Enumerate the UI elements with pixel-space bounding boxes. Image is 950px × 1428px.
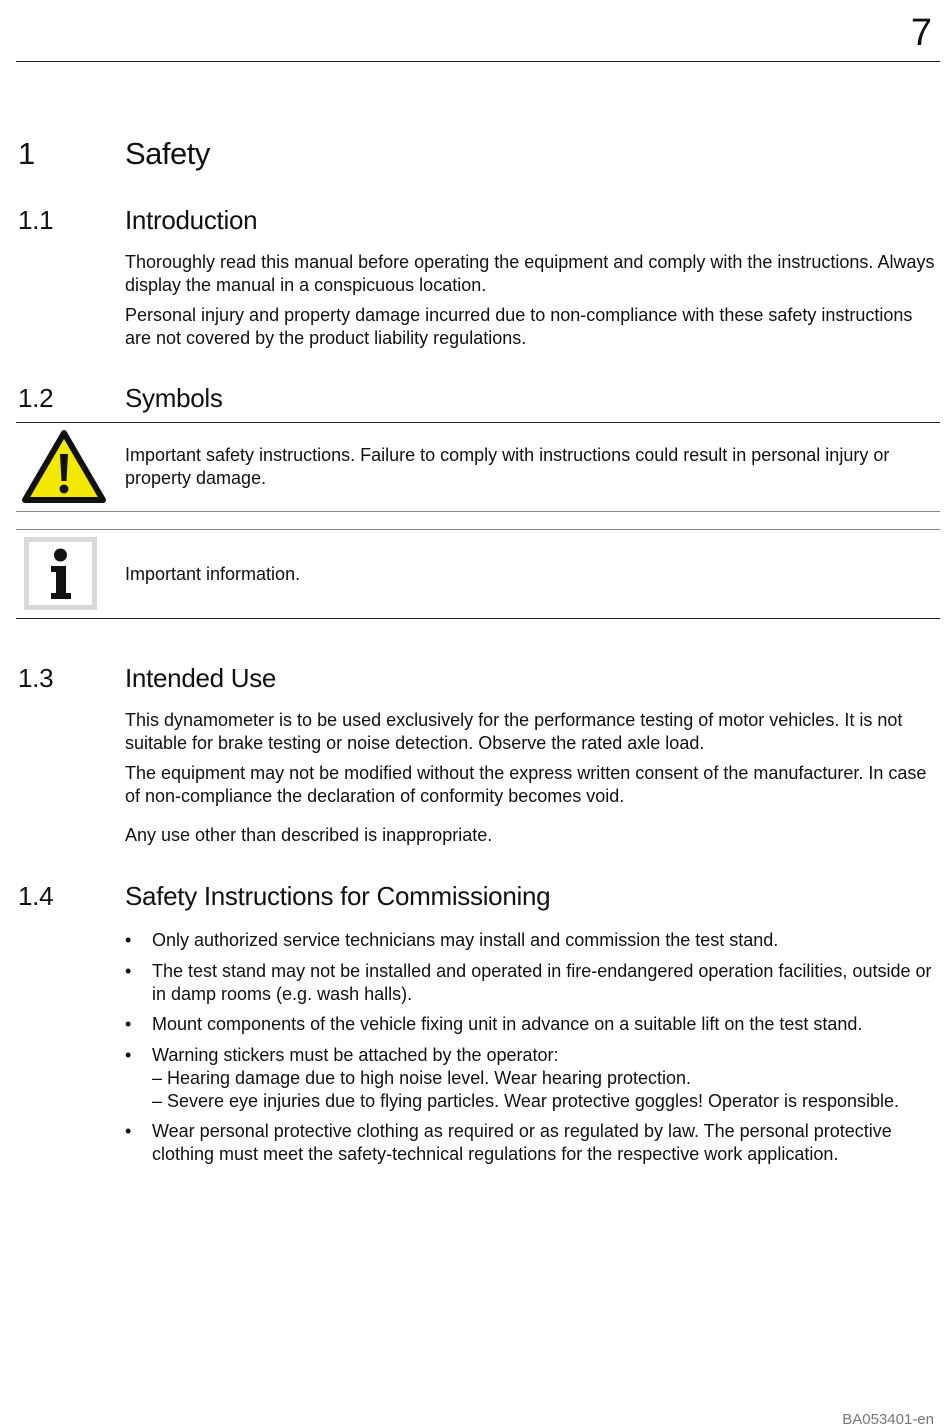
bullet-marker: •	[125, 960, 132, 981]
page-number: 7	[910, 12, 932, 54]
intro-paragraph: Thoroughly read this manual before operating the equipment and comply with the instructions. Always display the manual in a conspicuous location.	[125, 252, 935, 295]
symbols-divider	[16, 529, 940, 530]
section-number: 1.1	[18, 205, 54, 235]
symbols-bottom-rule	[16, 618, 940, 619]
warning-triangle-icon	[22, 430, 106, 504]
commissioning-bullet-list	[125, 929, 935, 1174]
section-number: 1.2	[18, 383, 54, 413]
section-title: Intended Use	[125, 663, 277, 693]
list-item	[125, 1013, 935, 1036]
section-number: 1.4	[18, 881, 54, 911]
intended-use-paragraph: Any use other than described is inappropriate.	[125, 825, 493, 845]
header-rule	[16, 61, 940, 62]
section-title: Safety Instructions for Commissioning	[125, 881, 551, 911]
symbol-description: Important safety instructions. Failure to comply with instructions could result in personal injury or property damage.	[125, 445, 890, 488]
bullet-marker: •	[125, 1121, 132, 1141]
section-number: 1.3	[18, 663, 54, 693]
list-item-text: Only authorized service technicians may install and commission the test stand.	[152, 930, 779, 950]
intended-use-paragraph: This dynamometer is to be used exclusively for the performance testing of motor vehicles. It is not suitable for brake testing or noise detection. Observe the rated axle load.	[125, 710, 903, 753]
list-item	[125, 960, 935, 1006]
list-item	[125, 929, 935, 952]
intended-use-paragraph: The equipment may not be modified without the express written consent of the manufacturer. In case of non-compliance the declaration of conformity becomes void.	[125, 763, 927, 806]
symbols-top-rule	[16, 422, 940, 423]
information-icon	[24, 537, 97, 610]
bullet-marker: •	[125, 930, 132, 950]
bullet-marker: •	[125, 1044, 132, 1065]
list-item-text: Mount components of the vehicle fixing unit in advance on a suitable lift on the test stand.	[152, 1014, 863, 1034]
list-subitem: – Severe eye injuries due to flying particles. Wear protective goggles! Operator is responsible.	[152, 1090, 900, 1111]
chapter-number: 1	[18, 136, 35, 171]
symbol-description: Important information.	[125, 564, 301, 584]
list-item-text: The test stand may not be installed and operated in fire-endangered operation facilities, outside or in damp rooms (e.g. wash halls).	[152, 960, 932, 1004]
section-title: Introduction	[125, 205, 258, 235]
chapter-title: Safety	[125, 136, 210, 171]
list-item-text: Wear personal protective clothing as required or as regulated by law. The personal protective clothing must meet the safety-technical regulations for the respective work application.	[152, 1121, 892, 1164]
bullet-marker: •	[125, 1014, 132, 1034]
list-item	[125, 1120, 935, 1166]
list-subitem: – Hearing damage due to high noise level. Wear hearing protection.	[152, 1067, 692, 1088]
section-title: Symbols	[125, 383, 223, 413]
list-item-text: Warning stickers must be attached by the operator:	[152, 1044, 559, 1065]
list-item	[125, 1044, 935, 1113]
symbols-divider	[16, 511, 940, 512]
intro-paragraph: Personal injury and property damage incurred due to non-compliance with these safety instructions are not covered by the product liability regulations.	[125, 305, 913, 348]
document-code: BA053401-en	[842, 1411, 934, 1428]
